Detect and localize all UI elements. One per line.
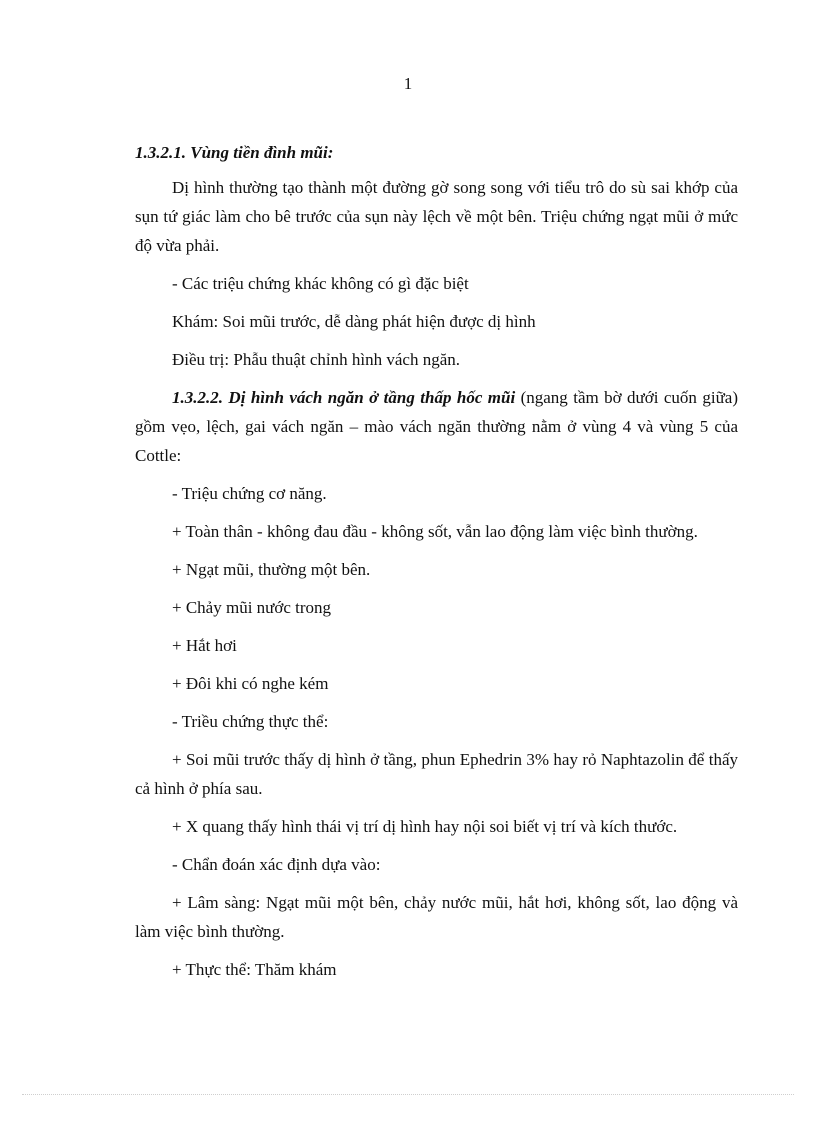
page-number: 1 <box>403 74 413 93</box>
list-item-hearing-loss: + Đôi khi có nghe kém <box>172 674 329 693</box>
list-item-rhinorrhea: + Chảy mũi nước trong <box>172 598 332 617</box>
list-item-nasal-obstruction: + Ngạt mũi, thường một bên. <box>172 560 371 579</box>
paragraph-vestibule-description: Dị hình thường tạo thành một đường gờ song song với tiểu trô do sù sai khớp của sụn tứ giác làm cho bê trước của sụn này lệch về một bên. Triệu chứng ngạt mũi ở mức độ vừa phải. <box>135 178 738 255</box>
list-item-clinical: + Lâm sàng: Ngạt mũi một bên, chảy nước mũi, hắt hơi, không sốt, lao động và làm việc bình thường. <box>135 893 738 941</box>
list-item-diagnosis: - Chẩn đoán xác định dựa vào: <box>172 855 381 874</box>
paragraph-lower-septum-deviation <box>135 383 738 470</box>
section-heading-vestibule: 1.3.2.1. Vùng tiền đình mũi: <box>135 143 334 162</box>
list-item-xray: + X quang thấy hình thái vị trí dị hình hay nội soi biết vị trí và kích thước. <box>172 817 678 836</box>
list-item-functional-symptoms: - Triệu chứng cơ năng. <box>172 484 327 503</box>
footer-divider <box>22 1094 794 1095</box>
list-item-physical-signs: - Triều chứng thực thể: <box>172 712 329 731</box>
document-body <box>135 138 738 993</box>
list-item-sneezing: + Hắt hơi <box>172 636 237 655</box>
paragraph-examination: Khám: Soi mũi trước, dễ dàng phát hiện được dị hình <box>172 312 536 331</box>
paragraph-treatment: Điều trị: Phẫu thuật chỉnh hình vách ngăn. <box>172 350 460 369</box>
list-item-anterior-rhinoscopy: + Soi mũi trước thấy dị hình ở tầng, phun Ephedrin 3% hay rỏ Naphtazolin để thấy cả hình ở phía sau. <box>135 750 738 798</box>
list-item-general: + Toàn thân - không đau đầu - không sốt, vẫn lao động làm việc bình thường. <box>172 522 698 541</box>
paragraph-other-symptoms: - Các triệu chứng khác không có gì đặc biệt <box>172 274 469 293</box>
section-intro-text: (ngang tầm bờ dưới cuốn giữa) gồm vẹo, lệch, gai vách ngăn – mào vách ngăn thường nằm ở vùng 4 và vùng 5 của Cottle: <box>135 388 738 465</box>
list-item-physical-exam: + Thực thể: Thăm khám <box>172 960 337 979</box>
section-heading-lower-septum: 1.3.2.2. Dị hình vách ngăn ở tầng thấp hốc mũi <box>172 388 516 407</box>
